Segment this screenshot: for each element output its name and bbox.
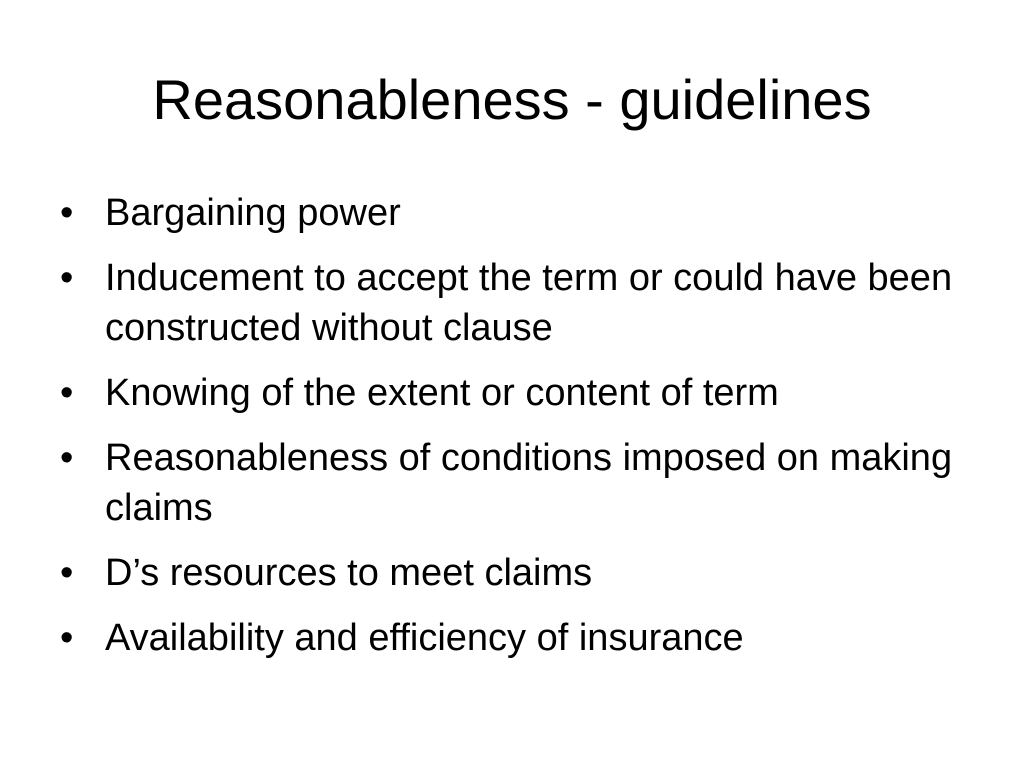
bullet-list bbox=[56, 188, 976, 678]
bullet-icon: • bbox=[60, 372, 74, 414]
bullet-item-conditions-claims bbox=[56, 433, 976, 533]
bullet-text: Bargaining power bbox=[105, 192, 401, 234]
bullet-item-knowing-extent bbox=[56, 368, 976, 418]
bullet-icon: • bbox=[60, 437, 74, 479]
slide-title: Reasonableness - guidelines bbox=[152, 68, 872, 131]
bullet-icon: • bbox=[60, 552, 74, 594]
bullet-item-insurance bbox=[56, 613, 976, 663]
bullet-text: Availability and efficiency of insurance bbox=[105, 617, 744, 659]
bullet-item-resources bbox=[56, 548, 976, 598]
bullet-text: Knowing of the extent or content of term bbox=[105, 372, 779, 414]
bullet-item-bargaining-power bbox=[56, 188, 976, 238]
bullet-text: D’s resources to meet claims bbox=[105, 552, 593, 594]
bullet-icon: • bbox=[60, 192, 74, 234]
bullet-icon: • bbox=[60, 617, 74, 659]
bullet-icon: • bbox=[60, 257, 74, 299]
bullet-text: Reasonableness of conditions imposed on making claims bbox=[105, 437, 953, 529]
bullet-text: Inducement to accept the term or could have been constructed without clause bbox=[105, 257, 953, 349]
bullet-item-inducement bbox=[56, 253, 976, 353]
